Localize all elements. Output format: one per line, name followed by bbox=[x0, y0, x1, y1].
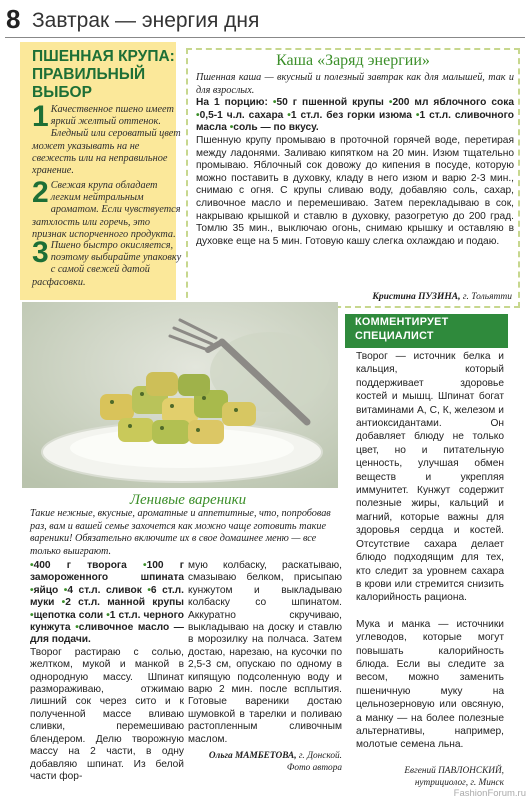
watermark: FashionForum.ru bbox=[453, 788, 526, 799]
tip-number: 1 bbox=[32, 100, 49, 133]
porridge-ingredients: На 1 порцию: •50 г пшенной крупы •200 мл яблочного сока •0,5-1 ч.л. сахара •1 ст.л. без горки изюма •1 ст.л. сливочного масла •соль — по вкусу. bbox=[196, 97, 514, 134]
page-title: Завтрак — энергия дня bbox=[32, 9, 260, 32]
dumplings-ingredients: •400 г творога •100 г замороженного шпината •яйцо •4 ст.л. сливок •6 ст.л. муки •2 ст.л. манной крупы •щепотка соли •1 ст.л. черного кунжута •сливочное масло — для подачи. bbox=[30, 560, 184, 646]
dumplings-intro: Такие нежные, вкусные, ароматные и аппетитные, что, попробовав раз, вам и вашей семье захочется как можно чаще готовить такие вареники! Обязательно включите их в свое домашнее меню — все только выиграют. bbox=[30, 508, 331, 557]
porridge-recipe-body bbox=[196, 72, 514, 248]
millet-tips-box bbox=[20, 42, 182, 300]
dumplings-method-part-1: Творог растираю с солью, желтком, мукой и манкой в однородную массу. Шпинат размораживаю, отжимаю лишний сок через сито и к полученной массе вливаю сливки, перемешиваю блендером. Делю творожную массу на 2 части, в одну добавляю шпинат. Из белой части фор- bbox=[30, 646, 184, 782]
page-number: 8 bbox=[6, 4, 21, 34]
dumplings-photo-icon bbox=[22, 302, 338, 488]
tip-text: Свежая крупа обладает легким нейтральным ароматом. Если чувствуется затхлость или горечь, это признак испорченного продукта. bbox=[32, 180, 181, 240]
porridge-author: Кристина ПУЗИНА, г. Тольятти bbox=[372, 292, 512, 302]
dumplings-method-part-2: мую колбаску, раскатываю, смазываю белком, присыпаю кунжутом и выкладываю колбаску со шпинатом. Аккуратно скручиваю, выкладываю на доску и ставлю в морозилку на полчаса. Затем достаю, нарезаю, на кусочки по 2,5-3 см, опускаю по одному в кипящую подсоленную воду и варю 2 мин. после всплытия. Готовые вареники достаю шумовкой в тарелки и поливаю растопленным сливочным маслом. bbox=[188, 560, 342, 745]
porridge-method: Пшенную крупу промываю в проточной горячей воде, перетирая между ладонями. Заливаю кипятком на 20 мин. Изюм тщательно промываю. Яблочный сок довожу до кипения в посуде, которую можно поставить в духовку, кладу в него изюм и варю 2-3 мин., снимаю с огня. С крупы сливаю воду, добавляю соль, сахар, сливочное масло и перемешиваю. Затем перекладываю в сок, накрываю крышкой и ставлю в духовку, разогретую до 200 град. Томлю 35 мин., выключаю огонь, снимаю крышку и оставляю в духовке еще на 5 мин. Готовую кашу слегка охлаждаю и подаю. bbox=[196, 134, 514, 247]
specialist-label-box bbox=[345, 314, 508, 348]
photo-credit: Фото автора bbox=[286, 763, 342, 774]
porridge-recipe-title: Каша «Заряд энергии» bbox=[276, 52, 430, 69]
tip-text: Пшено быстро окисляется, поэтому выбирайте упаковку с самой свежей датой расфасовки. bbox=[32, 240, 182, 288]
specialist-signature: Евгений ПАВЛОНСКИЙ, нутрициолог, г. Минск bbox=[404, 765, 504, 788]
specialist-label: КОММЕНТИРУЕТ СПЕЦИАЛИСТ bbox=[355, 316, 449, 342]
tip-text: Качественное пшено имеет яркий желтый оттенок. Бледный или сероватый цвет может указывать на не свежесть или на неправильное хранение. bbox=[32, 104, 181, 177]
tip-1 bbox=[32, 100, 182, 177]
porridge-recipe-box bbox=[186, 48, 520, 308]
page-header bbox=[0, 0, 530, 40]
dumplings-column-2 bbox=[188, 560, 342, 774]
dumplings-photo bbox=[22, 302, 338, 488]
tips-heading: ПШЕННАЯ КРУПА: ПРАВИЛЬНЫЙ ВЫБОР bbox=[32, 48, 175, 101]
specialist-paragraph: Творог — источник белка и кальция, который поддерживает здоровье костей и мышц. Шпинат богат витаминами А, С, К, железом и антиоксидантами. Он добавляет блюду не только цвет, но и питательную ценность, улучшая обмен веществ и укрепляя иммунитет. Кунжут содержит полезные жиры, кальций и магний, которые важны для здоровья сердца и костей. Отсутствие сахара делает блюдо подходящим для тех, кто следит за уровнем сахара в крови или стремится снизить калорийность рациона. bbox=[356, 351, 504, 604]
tip-number: 2 bbox=[32, 176, 49, 209]
portion-label: На 1 порцию: bbox=[196, 97, 268, 109]
specialist-comment bbox=[356, 350, 504, 789]
tip-2 bbox=[32, 176, 182, 241]
porridge-intro: Пшенная каша — вкусный и полезный завтрак как для малышей, так и для взрослых. bbox=[196, 72, 514, 96]
dumplings-column-1 bbox=[30, 560, 184, 783]
tip-number: 3 bbox=[32, 236, 49, 269]
header-divider bbox=[5, 37, 525, 38]
dumplings-recipe-title: Ленивые вареники bbox=[129, 492, 247, 508]
tip-3 bbox=[32, 236, 182, 289]
specialist-paragraph: Мука и манка — источники углеводов, которые могут повышать калорийность блюда. Если вы следите за весом, можно заменить пшеничную муку на цельнозерновую или овсяную, а манку — на более полезные альтернативы, например, молотые семена льна. bbox=[356, 618, 504, 751]
dumplings-author: Ольга МАМБЕТОВА, г. Донской. Фото автора bbox=[208, 751, 342, 774]
